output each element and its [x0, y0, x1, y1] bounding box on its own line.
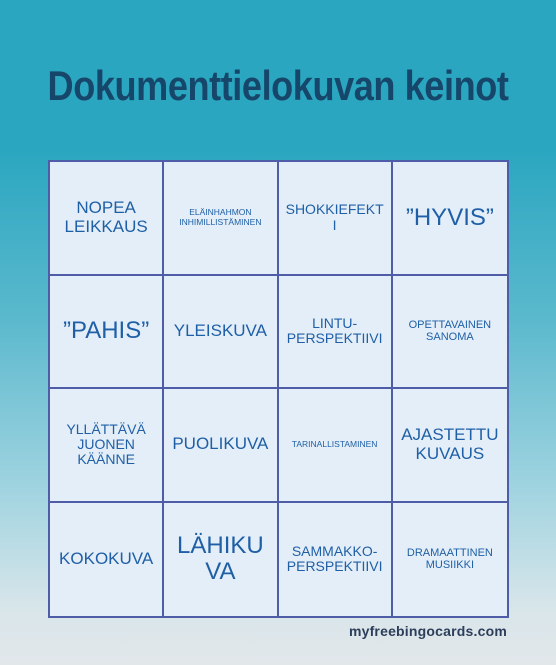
bingo-cell[interactable]: LINTU-PERSPEKTIIVI	[279, 276, 393, 390]
bingo-cell[interactable]: LÄHIKUVA	[164, 503, 278, 617]
site-credit: myfreebingocards.com	[348, 623, 507, 639]
bingo-cell[interactable]: OPETTAVAINEN SANOMA	[393, 276, 507, 390]
bingo-cell[interactable]: ”PAHIS”	[50, 276, 164, 390]
bingo-cell[interactable]: YLEISKUVA	[164, 276, 278, 390]
bingo-cell[interactable]: AJASTETTU KUVAUS	[393, 389, 507, 503]
bingo-cell[interactable]: PUOLIKUVA	[164, 389, 278, 503]
bingo-cell[interactable]: SHOKKIEFEKTI	[279, 162, 393, 276]
bingo-cell[interactable]: KOKOKUVA	[50, 503, 164, 617]
bingo-cell[interactable]: DRAMAATTINEN MUSIIKKI	[406, 547, 493, 572]
bingo-cell[interactable]: SAMMAKKO-PERSPEKTIIVI	[279, 503, 393, 617]
bingo-cell[interactable]: YLLÄTTÄVÄ JUONEN KÄÄNNE	[50, 389, 164, 503]
page-title: Dokumenttielokuvan keinot	[47, 62, 509, 109]
bingo-cell[interactable]: ”HYVIS”	[393, 162, 507, 276]
bingo-cell[interactable]: NOPEA LEIKKAUS	[50, 162, 164, 276]
bingo-card-grid	[48, 160, 509, 618]
bingo-cell[interactable]: TARINALLISTAMINEN	[279, 389, 393, 503]
bingo-cell[interactable]: ELÄINHAHMON INHIMILLISTÄMINEN	[164, 162, 278, 276]
